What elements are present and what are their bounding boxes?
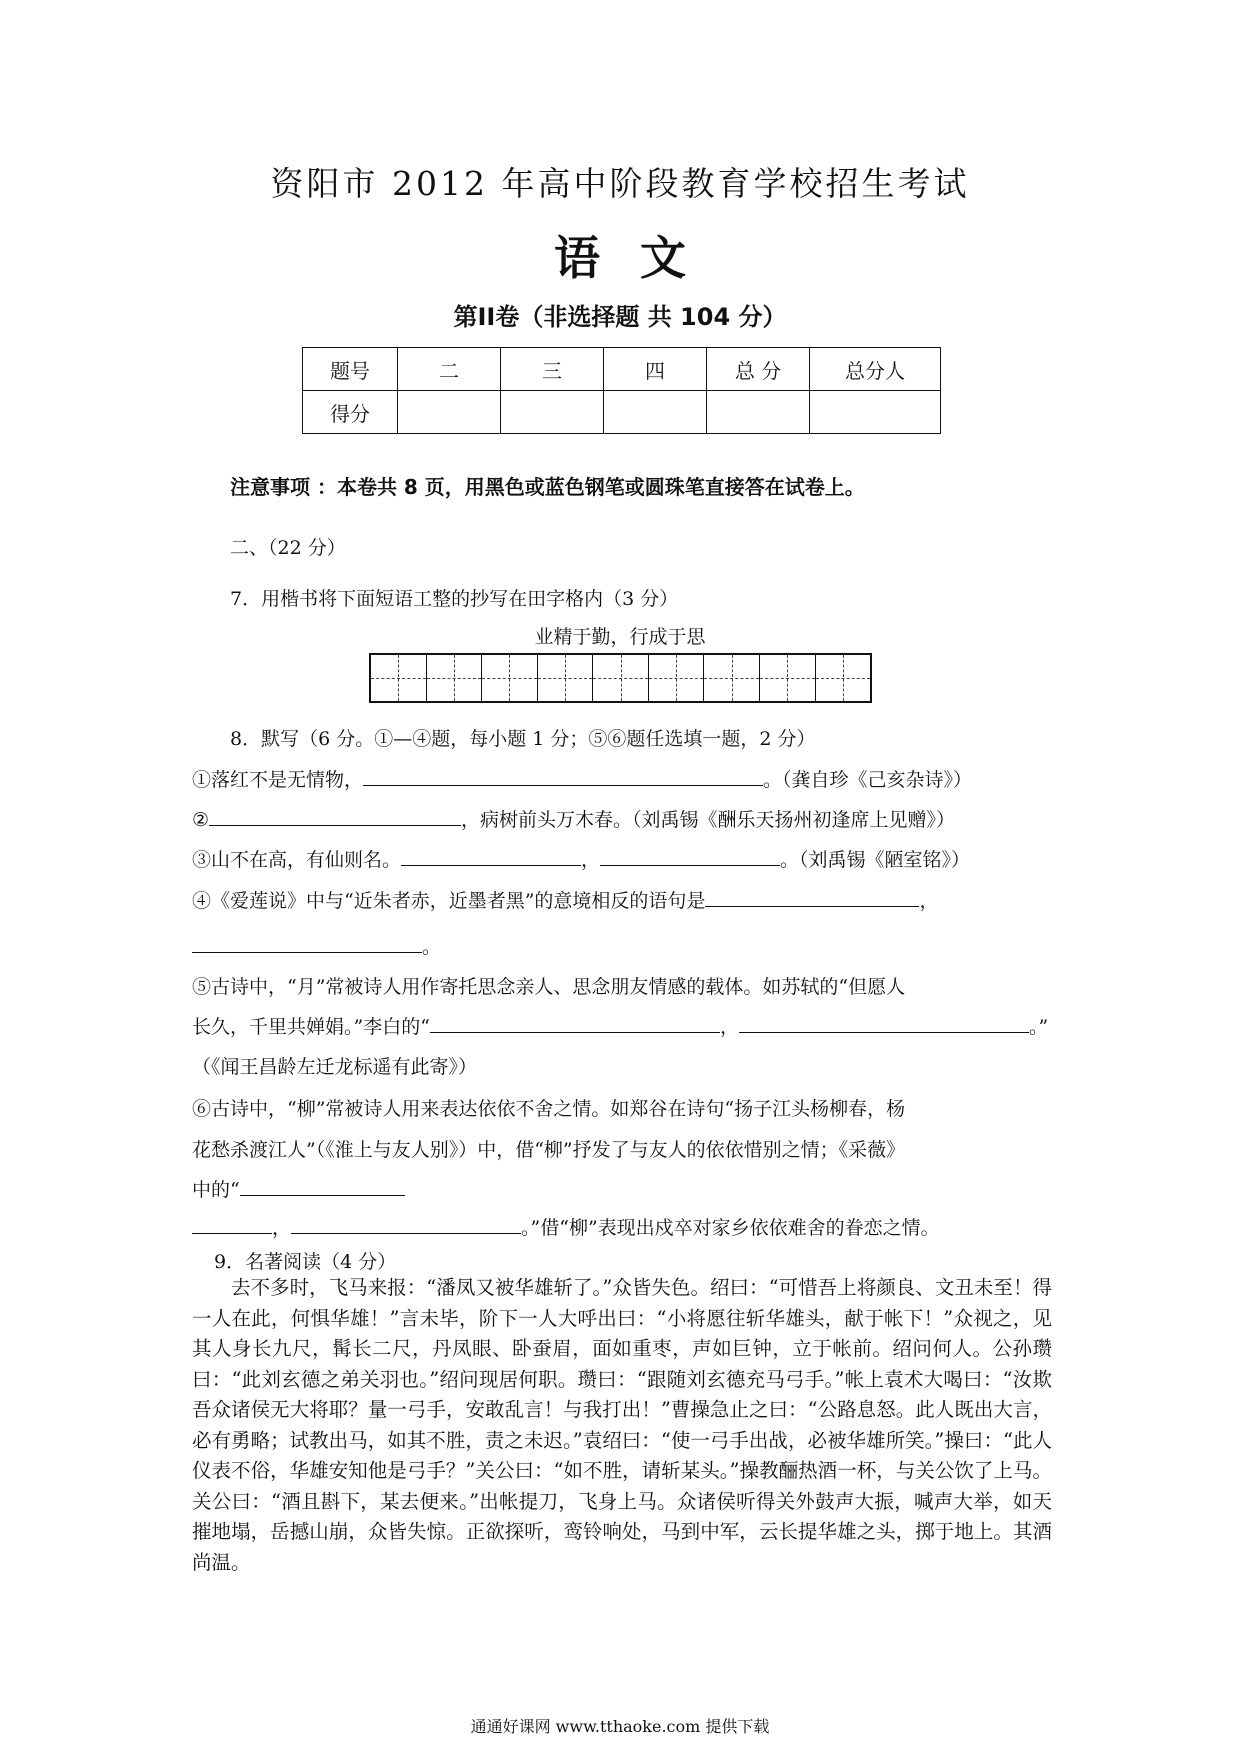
q8-5-sep: ， (719, 1016, 739, 1038)
q9-passage: 去不多时，飞马来报：“潘凤又被华雄斩了。”众皆失色。绍曰：“可惜吾上将颜良、文丑未至！得一人在此，何惧华雄！”言未毕，阶下一人大呼出曰：“小将愿往斩华雄头，献于帐下！”众视之，见其人身长九尺，髯长二尺，丹凤眼、卧蚕眉，面如重枣，声如巨钟，立于帐前。绍问何人。公孙瓒曰：“此刘玄德之弟关羽也。”绍问现居何职。瓒曰：“跟随刘玄德充马弓手。”帐上袁术大喝曰：“汝欺吾众诸侯无大将耶？量一弓手，安敢乱言！与我打出！”曹操急止之曰：“公路息怒。此人既出大言，必有勇略；试教出马，如其不胜，责之未迟。”袁绍曰：“使一弓手出战，必被华雄所笑。”操曰：“此人仪表不俗，华雄安知他是弓手？”关公曰：“如不胜，请斩某头。”操教酾热酒一杯，与关公饮了上马。关公曰：“酒且斟下，某去便来。”出帐提刀，飞身上马。众诸侯听得关外鼓声大振，喊声大举，如天摧地塌，岳撼山崩，众皆失惊。正欲探听，鸾铃响处，马到中军，云长提华雄之头，掷于地上。其酒尚温。 (192, 1276, 1052, 1574)
answer-blank[interactable] (192, 1213, 272, 1234)
section-heading: 第II卷（非选择题 共 104 分） (453, 303, 787, 331)
answer-blank[interactable] (430, 1012, 720, 1033)
score-cell[interactable] (501, 391, 604, 434)
answer-blank[interactable] (192, 932, 422, 953)
notice-text: 注意事项 ：本卷共 8 页，用黑色或蓝色钢笔或圆珠笔直接答在试卷上。 (230, 475, 865, 499)
answer-blank[interactable] (209, 805, 461, 826)
score-table (302, 347, 941, 434)
tianzige-grid[interactable] (369, 653, 872, 703)
score-header-cell: 总 分 (707, 348, 810, 391)
answer-blank[interactable] (401, 845, 581, 866)
exam-title: 资阳市 2012 年高中阶段教育学校招生考试 (270, 164, 970, 203)
grid-cell[interactable] (482, 655, 538, 701)
q8-line-4 (192, 886, 938, 913)
q8-2-source: ，病树前头万木春。（刘禹锡《酬乐天扬州初逢席上见赠》） (461, 809, 956, 831)
score-row-label: 得分 (303, 391, 398, 434)
q8-5-text: ⑤古诗中，“月”常被诗人用作寄托思念亲人、思念朋友情感的载体。如苏轼的“但愿人 (192, 976, 906, 998)
answer-blank[interactable] (739, 1012, 1029, 1033)
grid-cell[interactable] (371, 655, 427, 701)
q8-3-sep: ， (581, 849, 601, 871)
subject-title: 语文 (554, 231, 726, 285)
grid-cell[interactable] (816, 655, 871, 701)
q8-line-6b (192, 1213, 940, 1240)
score-header-cell: 四 (604, 348, 707, 391)
q8-4-end: 。 (422, 936, 442, 958)
part-heading: 二、（22 分） (230, 537, 346, 559)
score-header-cell: 三 (501, 348, 604, 391)
score-cell[interactable] (810, 391, 941, 434)
grid-cell[interactable] (649, 655, 705, 701)
answer-blank[interactable] (705, 886, 919, 907)
q8-5-end: 。” (1028, 1016, 1049, 1038)
q8-line-2 (192, 805, 955, 832)
q8-3-source: 。（刘禹锡《陋室铭》） (780, 849, 971, 871)
q9-prompt: 9．名著阅读（4 分） (214, 1251, 397, 1273)
q8-prompt: 8．默写（6 分。①—④题，每小题 1 分；⑤⑥题任选填一题，2 分） (230, 728, 816, 750)
q8-line-4b (192, 932, 441, 959)
score-header-cell: 总分人 (810, 348, 941, 391)
score-cell[interactable] (604, 391, 707, 434)
q8-line-5 (192, 1012, 1048, 1039)
q7-phrase: 业精于勤，行成于思 (534, 626, 706, 648)
q8-line-3 (192, 845, 970, 872)
q8-line-6 (192, 1175, 405, 1202)
q8-4-sep: ， (919, 890, 939, 912)
q8-4-text: ④《爱莲说》中与“近朱者赤，近墨者黑”的意境相反的语句是 (192, 890, 706, 912)
score-table-score-row (303, 391, 941, 434)
q8-2-text: ② (192, 809, 210, 831)
q8-6-text-a: ⑥古诗中，“柳”常被诗人用来表达依依不舍之情。如郑谷在诗句“扬子江头杨柳春，杨 (192, 1098, 906, 1120)
answer-blank[interactable] (363, 765, 763, 786)
answer-blank[interactable] (291, 1213, 521, 1234)
grid-cell[interactable] (593, 655, 649, 701)
grid-cell[interactable] (427, 655, 483, 701)
q8-6-sep: ， (272, 1217, 292, 1239)
q8-5-lead: 长久，千里共婵娟。”李白的“ (192, 1016, 430, 1038)
score-cell[interactable] (707, 391, 810, 434)
q8-1-source: 。（龚自珍《己亥杂诗》） (763, 769, 973, 791)
score-header-cell: 题号 (303, 348, 398, 391)
answer-blank[interactable] (240, 1175, 405, 1196)
q8-3-text: ③山不在高，有仙则名。 (192, 849, 402, 871)
q8-6-text-b: 花愁杀渡江人”（《淮上与友人别》）中，借“柳”抒发了与友人的依依惜别之情；《采薇》 (192, 1139, 906, 1161)
answer-blank[interactable] (600, 845, 780, 866)
grid-cell[interactable] (538, 655, 594, 701)
grid-cell[interactable] (760, 655, 816, 701)
q8-6-end: 。”借“柳”表现出戍卒对家乡依依难舍的眷恋之情。 (521, 1217, 940, 1239)
q8-5-source: （《闻王昌龄左迁龙标遥有此寄》） (192, 1056, 478, 1078)
q8-6-lead: 中的“ (192, 1179, 240, 1201)
footer-text: 通通好课网 www.tthaoke.com 提供下载 (470, 1717, 770, 1736)
score-header-cell: 二 (398, 348, 501, 391)
grid-cell[interactable] (704, 655, 760, 701)
q8-1-text: ①落红不是无情物， (192, 769, 364, 791)
q8-line-1 (192, 765, 972, 792)
score-table-header-row (303, 348, 941, 391)
q7-prompt: 7．用楷书将下面短语工整的抄写在田字格内（3 分） (230, 588, 679, 610)
score-cell[interactable] (398, 391, 501, 434)
